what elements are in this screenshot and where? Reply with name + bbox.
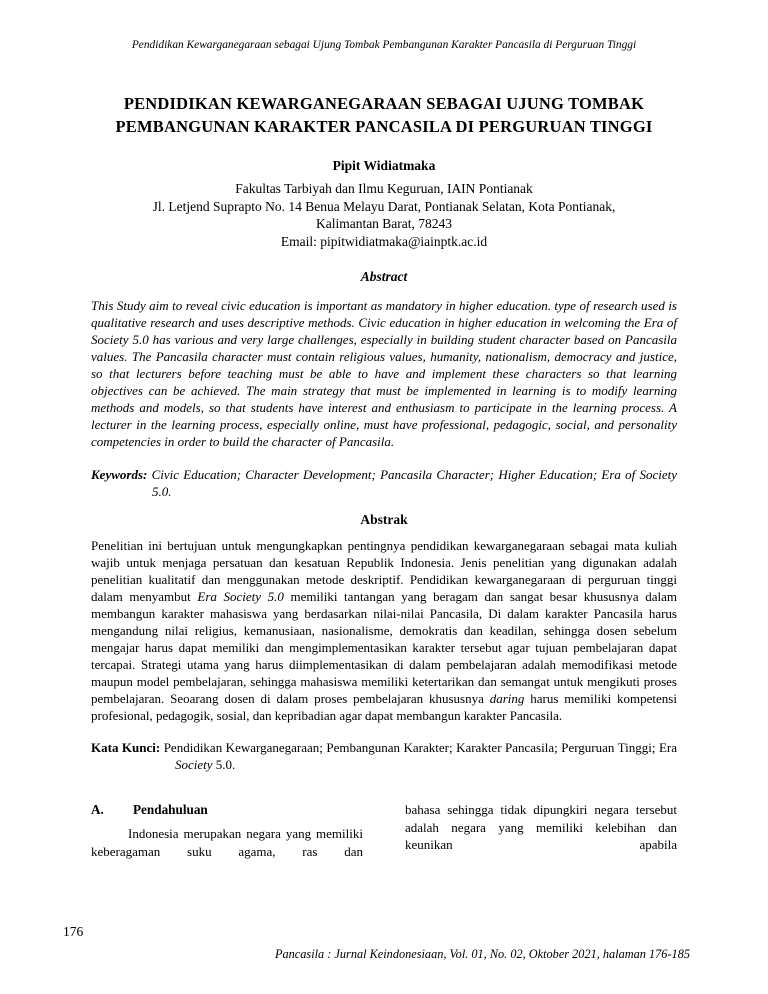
intro-paragraph-left: Indonesia merupakan negara yang memiliki keberagaman suku agama, ras dan	[91, 826, 363, 859]
abstrak-text-part: memiliki tantangan yang beragam dan sangat besar khususnya dalam membangun karakter mahasiswa yang berdasarkan nilai-nilai Pancasila, Di dalam karakter Pancasila harus mengandung nilai religius, kemanusiaan, nasionalisme, demokratis dan keadilan, sehingga dosen sebelum mengajar harus dapat memiliki dan mengimplementasikan karakter tersebut agar tujuan pembelajaran dapat tercapai. Strategi utama yang harus diimplementasikan di dalam pembelajaran adalah memodifikasi metode maupun model pembelajaran, sehingga mahasiswa memiliki ketertarikan dan semangat untuk mengikuti proses pembelajaran. Seoarang dosen di dalam proses pembelajaran khususnya	[91, 589, 677, 706]
section-heading-pendahuluan	[91, 801, 363, 818]
paper-title-line-1: PENDIDIKAN KEWARGANEGARAAN SEBAGAI UJUNG TOMBAK	[123, 94, 645, 113]
abstrak-italic-daring: daring	[489, 691, 525, 706]
paper-title	[91, 92, 677, 138]
kata-kunci-text: Pendidikan Kewarganegaraan; Pembangunan Karakter; Karakter Pancasila; Perguruan Tinggi; Era	[163, 740, 677, 755]
kata-kunci-line	[91, 739, 677, 773]
section-letter: A.	[91, 802, 104, 817]
section-title: Pendahuluan	[133, 802, 208, 817]
affiliation-line-3: Kalimantan Barat, 78243	[315, 216, 453, 231]
kata-kunci-italic-society: Society	[175, 757, 213, 772]
affiliation-line-2: Jl. Letjend Suprapto No. 14 Benua Melayu Darat, Pontianak Selatan, Kota Pontianak,	[152, 198, 616, 214]
right-column	[405, 801, 677, 860]
page-number: 176	[63, 924, 84, 939]
abstrak-body	[91, 537, 677, 724]
page-footer	[63, 924, 690, 962]
keywords-label: Keywords:	[91, 467, 148, 482]
journal-footer-line: Pancasila : Jurnal Keindonesiaan, Vol. 01, No. 02, Oktober 2021, halaman 176-185	[275, 947, 690, 961]
intro-paragraph-right: bahasa sehingga tidak dipungkiri negara tersebut adalah negara yang memiliki kelebihan dan keunikan apabila	[405, 802, 677, 852]
affiliation-block	[91, 180, 677, 250]
kata-kunci-text: 5.0.	[212, 757, 236, 772]
left-column	[91, 801, 363, 860]
affiliation-line-1: Fakultas Tarbiyah dan Ilmu Keguruan, IAIN Pontianak	[235, 181, 533, 196]
running-header: Pendidikan Kewarganegaraan sebagai Ujung Tombak Pembangunan Karakter Pancasila di Perguruan Tinggi	[131, 39, 637, 51]
kata-kunci-label: Kata Kunci:	[91, 740, 161, 755]
keywords-line	[91, 466, 677, 500]
abstract-heading: Abstract	[360, 269, 408, 284]
abstrak-text-part: Penelitian ini bertujuan untuk mengungkapkan pentingnya pendidikan kewarganegaraan sebagai mata kuliah wajib untuk menjaga persatuan dan kesatuan Republik Indonesia. Jenis penelitian yang digunakan adalah penelitian kualitatif dan menggunakan metode deskriptif. Pendidikan kewarganegaraan di perguruan tinggi dalam menyambut	[91, 538, 677, 604]
abstrak-italic-era-society: Era Society 5.0	[197, 589, 284, 604]
abstrak-text-part: harus memiliki kompetensi profesional, pedagogik, sosial, dan kepribadian agar dapat membangun karakter Pancasila.	[91, 691, 677, 723]
keywords-text: Civic Education; Character Development; Pancasila Character; Higher Education; Era of Society 5.0.	[151, 467, 678, 499]
email-line: Email: pipitwidiatmaka@iainptk.ac.id	[280, 233, 488, 249]
paper-title-line-2: PEMBANGUNAN KARAKTER PANCASILA DI PERGURUAN TINGGI	[115, 117, 653, 136]
two-column-body	[91, 801, 677, 860]
abstrak-heading: Abstrak	[360, 512, 408, 527]
author-name: Pipit Widiatmaka	[332, 158, 436, 173]
abstract-body: This Study aim to reveal civic education is important as mandatory in higher education. type of research used is qualitative research and uses descriptive methods. Civic education in higher education in welcoming the Era of Society 5.0 has various and very large challenges, especially in building student character based on Pancasila values. The Pancasila character must contain religious values, humanity, nationalism, democracy and justice, so that lecturers before teaching must be able to have and implement these characters so that learning objectives can be achieved. The main strategy that must be implemented in learning is to modify learning methods and models, so that students have interest and enthusiasm to participate in the learning process. A lecturer in the learning process, especially online, must have professional, pedagogic, social, and personality competencies in order to build the character of Pancasila.	[91, 298, 677, 449]
